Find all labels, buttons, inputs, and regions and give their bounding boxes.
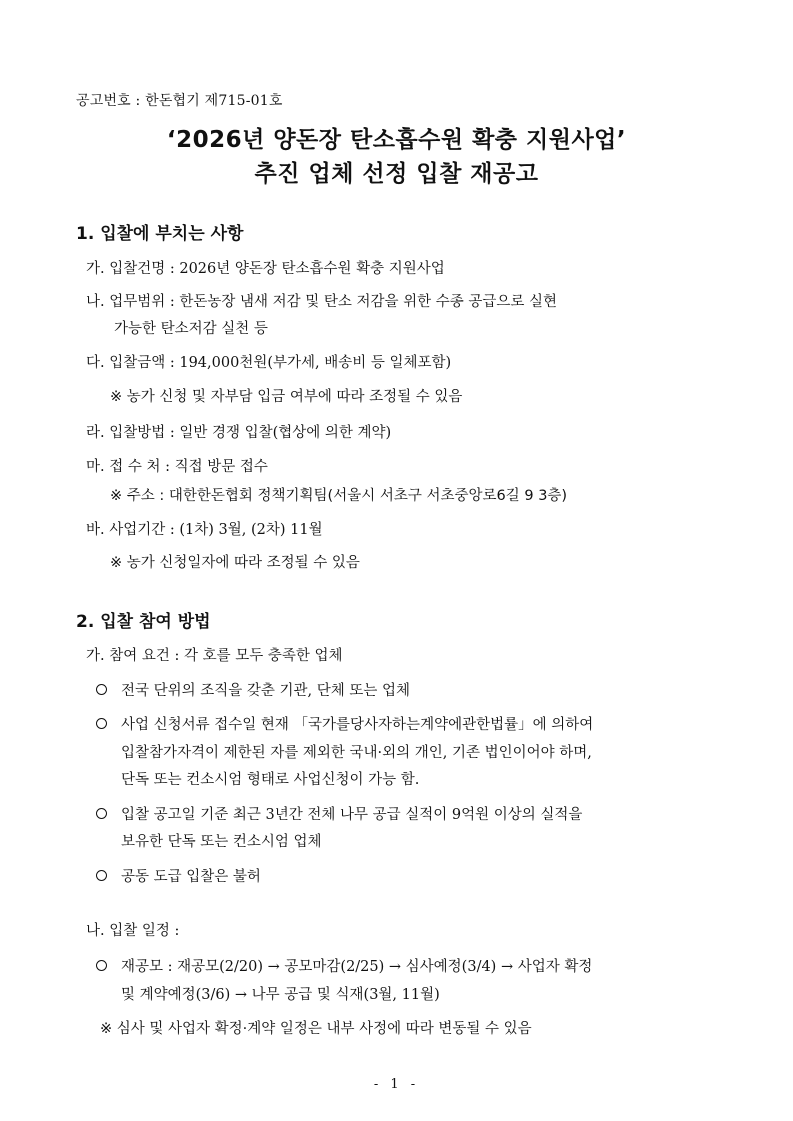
requirement-bullet-2-line3: 단독 또는 컨소시엄 형태로 사업신청이 가능 함. [121, 772, 420, 788]
section1-item-f-note: ※ 농가 신청일자에 따라 조정될 수 있음 [110, 555, 360, 571]
section1-item-c-note: ※ 농가 신청 및 자부담 입금 여부에 따라 조정될 수 있음 [110, 389, 463, 405]
circle-bullet-icon [96, 870, 107, 881]
schedule-line2: 및 계약예정(3/6) → 나무 공급 및 식재(3월, 11월) [121, 987, 440, 1003]
notice-number: 공고번호 : 한돈협기 제715-01호 [76, 93, 283, 109]
section1-item-d: 라. 입찰방법 : 일반 경쟁 입찰(협상에 의한 계약) [86, 425, 392, 441]
requirement-bullet-4 [96, 865, 261, 886]
requirement-bullet-4-text: 공동 도급 입찰은 불허 [121, 869, 261, 885]
section2-heading: 2. 입찰 참여 방법 [76, 612, 211, 632]
circle-bullet-icon [96, 808, 107, 819]
schedule-line1: 재공모 : 재공모(2/20) → 공모마감(2/25) → 심사예정(3/4) → 사업자 확정 [121, 959, 593, 975]
circle-bullet-icon [96, 960, 107, 971]
section1-item-e: 마. 접 수 처 : 직접 방문 접수 [86, 459, 268, 475]
section2-item-a-heading: 가. 참여 요건 : 각 호를 모두 충족한 업체 [86, 648, 343, 664]
requirement-bullet-1-text: 전국 단위의 조직을 갖춘 기관, 단체 또는 업체 [121, 683, 410, 699]
section1-heading: 1. 입찰에 부치는 사항 [76, 224, 244, 244]
requirement-bullet-2 [96, 713, 593, 734]
requirement-bullet-3-line2: 보유한 단독 또는 컨소시엄 업체 [121, 834, 322, 850]
requirement-bullet-3-line1: 입찰 공고일 기준 최근 3년간 전체 나무 공급 실적이 9억원 이상의 실적을 [121, 807, 583, 823]
page-number: - 1 - [373, 1077, 420, 1092]
section1-item-b-line2: 가능한 탄소저감 실천 등 [114, 321, 268, 337]
requirement-bullet-2-line2: 입찰참가자격이 제한된 자를 제외한 국내·외의 개인, 기존 법인이어야 하며, [121, 745, 592, 761]
schedule-note: ※ 심사 및 사업자 확정·계약 일정은 내부 사정에 따라 변동될 수 있음 [100, 1021, 532, 1037]
circle-bullet-icon [96, 684, 107, 695]
section1-item-c: 다. 입찰금액 : 194,000천원(부가세, 배송비 등 일체포함) [86, 355, 452, 371]
document-title-line1: ‘2026년 양돈장 탄소흡수원 확충 지원사업’ [166, 127, 627, 153]
circle-bullet-icon [96, 718, 107, 729]
document-title-line2: 추진 업체 선정 입찰 재공고 [254, 161, 539, 187]
schedule-bullet [96, 955, 592, 976]
section2-item-b-heading: 나. 입찰 일정 : [86, 923, 180, 939]
section1-item-a: 가. 입찰건명 : 2026년 양돈장 탄소흡수원 확충 지원사업 [86, 261, 445, 277]
section1-item-e-note: ※ 주소 : 대한한돈협회 정책기획팀(서울시 서초구 서초중앙로6길 9 3층) [110, 488, 568, 504]
section1-item-b-line1: 나. 업무범위 : 한돈농장 냄새 저감 및 탄소 저감을 위한 수종 공급으로 실현 [86, 294, 558, 310]
requirement-bullet-2-line1: 사업 신청서류 접수일 현재 「국가를당사자하는계약에관한법률」에 의하여 [121, 717, 594, 733]
requirement-bullet-3 [96, 803, 582, 824]
requirement-bullet-1 [96, 679, 410, 700]
section1-item-f: 바. 사업기간 : (1차) 3월, (2차) 11월 [86, 522, 323, 538]
